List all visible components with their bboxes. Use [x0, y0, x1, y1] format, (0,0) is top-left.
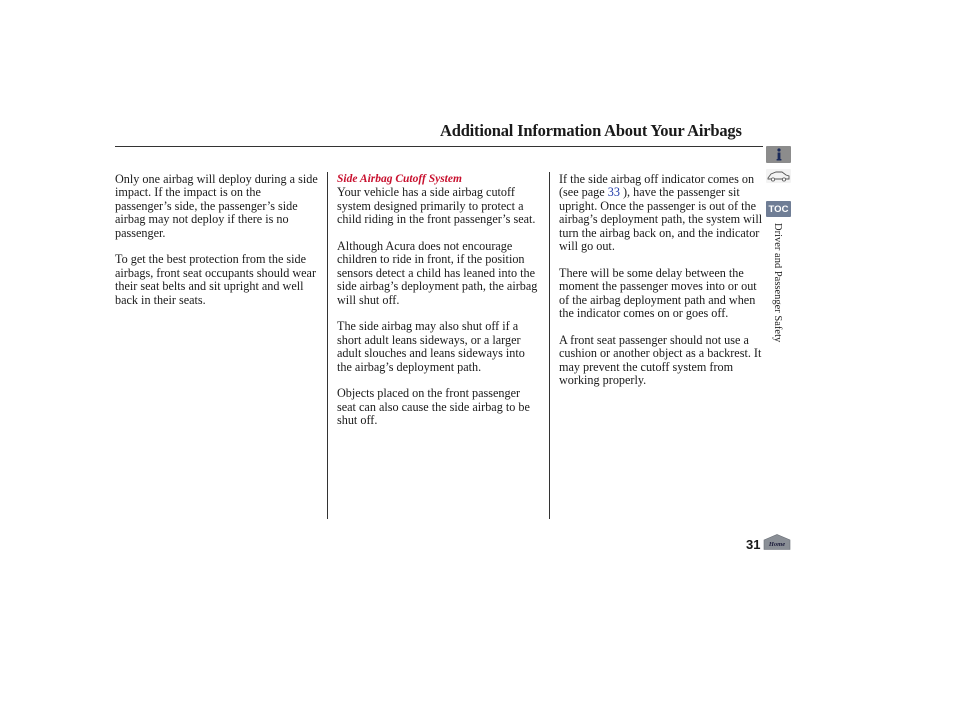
section-label: Driver and Passenger Safety: [772, 223, 783, 343]
column-divider: [549, 172, 550, 519]
column-2: [337, 173, 542, 441]
paragraph-text: If the side airbag off indicator comes on (see page: [559, 172, 755, 200]
paragraph-text: ), have the passenger sit upright. Once the passenger is out of the airbag’s deployment path, the system will turn the airbag back on, and the indicator will go out.: [559, 185, 763, 254]
column-divider: [327, 172, 328, 519]
paragraph: To get the best protection from the side airbags, front seat occupants should wear their seat belts and sit upright and well back in their seats.: [115, 252, 317, 307]
paragraph: Objects placed on the front passenger seat can also cause the side airbag to be shut off.: [337, 386, 530, 428]
column-1: [115, 173, 320, 320]
home-button[interactable]: [763, 534, 791, 550]
paragraph: A front seat passenger should not use a cushion or another object as a backrest. It may prevent the cutoff system from working properly.: [559, 332, 762, 388]
info-button[interactable]: [766, 146, 791, 163]
paragraph: Although Acura does not encourage children to ride in front, if the position sensors detect a child has leaned into the side airbag’s deployment path, the airbag will shut off.: [337, 239, 538, 307]
column-3: [559, 173, 764, 401]
page-number: 31: [746, 537, 761, 552]
page-title: Additional Information About Your Airbags: [440, 121, 742, 140]
car-icon: [766, 169, 791, 183]
paragraph: Your vehicle has a side airbag cutoff system designed primarily to protect a child riding in the front passenger’s seat.: [337, 185, 536, 227]
title-rule: [115, 146, 763, 147]
home-label: Home: [768, 541, 786, 549]
paragraph: There will be some delay between the moment the passenger moves into or out of the airbag deployment path and when the indicator comes on or goes off.: [559, 265, 757, 321]
paragraph: Only one airbag will deploy during a side impact. If the impact is on the passenger’s side, the passenger’s side airbag may not deploy if there is no passenger.: [115, 172, 318, 240]
page-link[interactable]: 33: [607, 185, 620, 200]
paragraph: The side airbag may also shut off if a short adult leans sideways, or a larger adult slouches and leans sideways into the airbag’s deployment path.: [337, 319, 525, 374]
toc-button[interactable]: TOC: [766, 201, 791, 217]
home-icon: [763, 534, 791, 550]
info-icon: [774, 148, 784, 161]
vehicle-index-button[interactable]: [766, 169, 791, 183]
paragraph: [559, 173, 764, 253]
section-subhead: Side Airbag Cutoff System: [337, 173, 462, 185]
